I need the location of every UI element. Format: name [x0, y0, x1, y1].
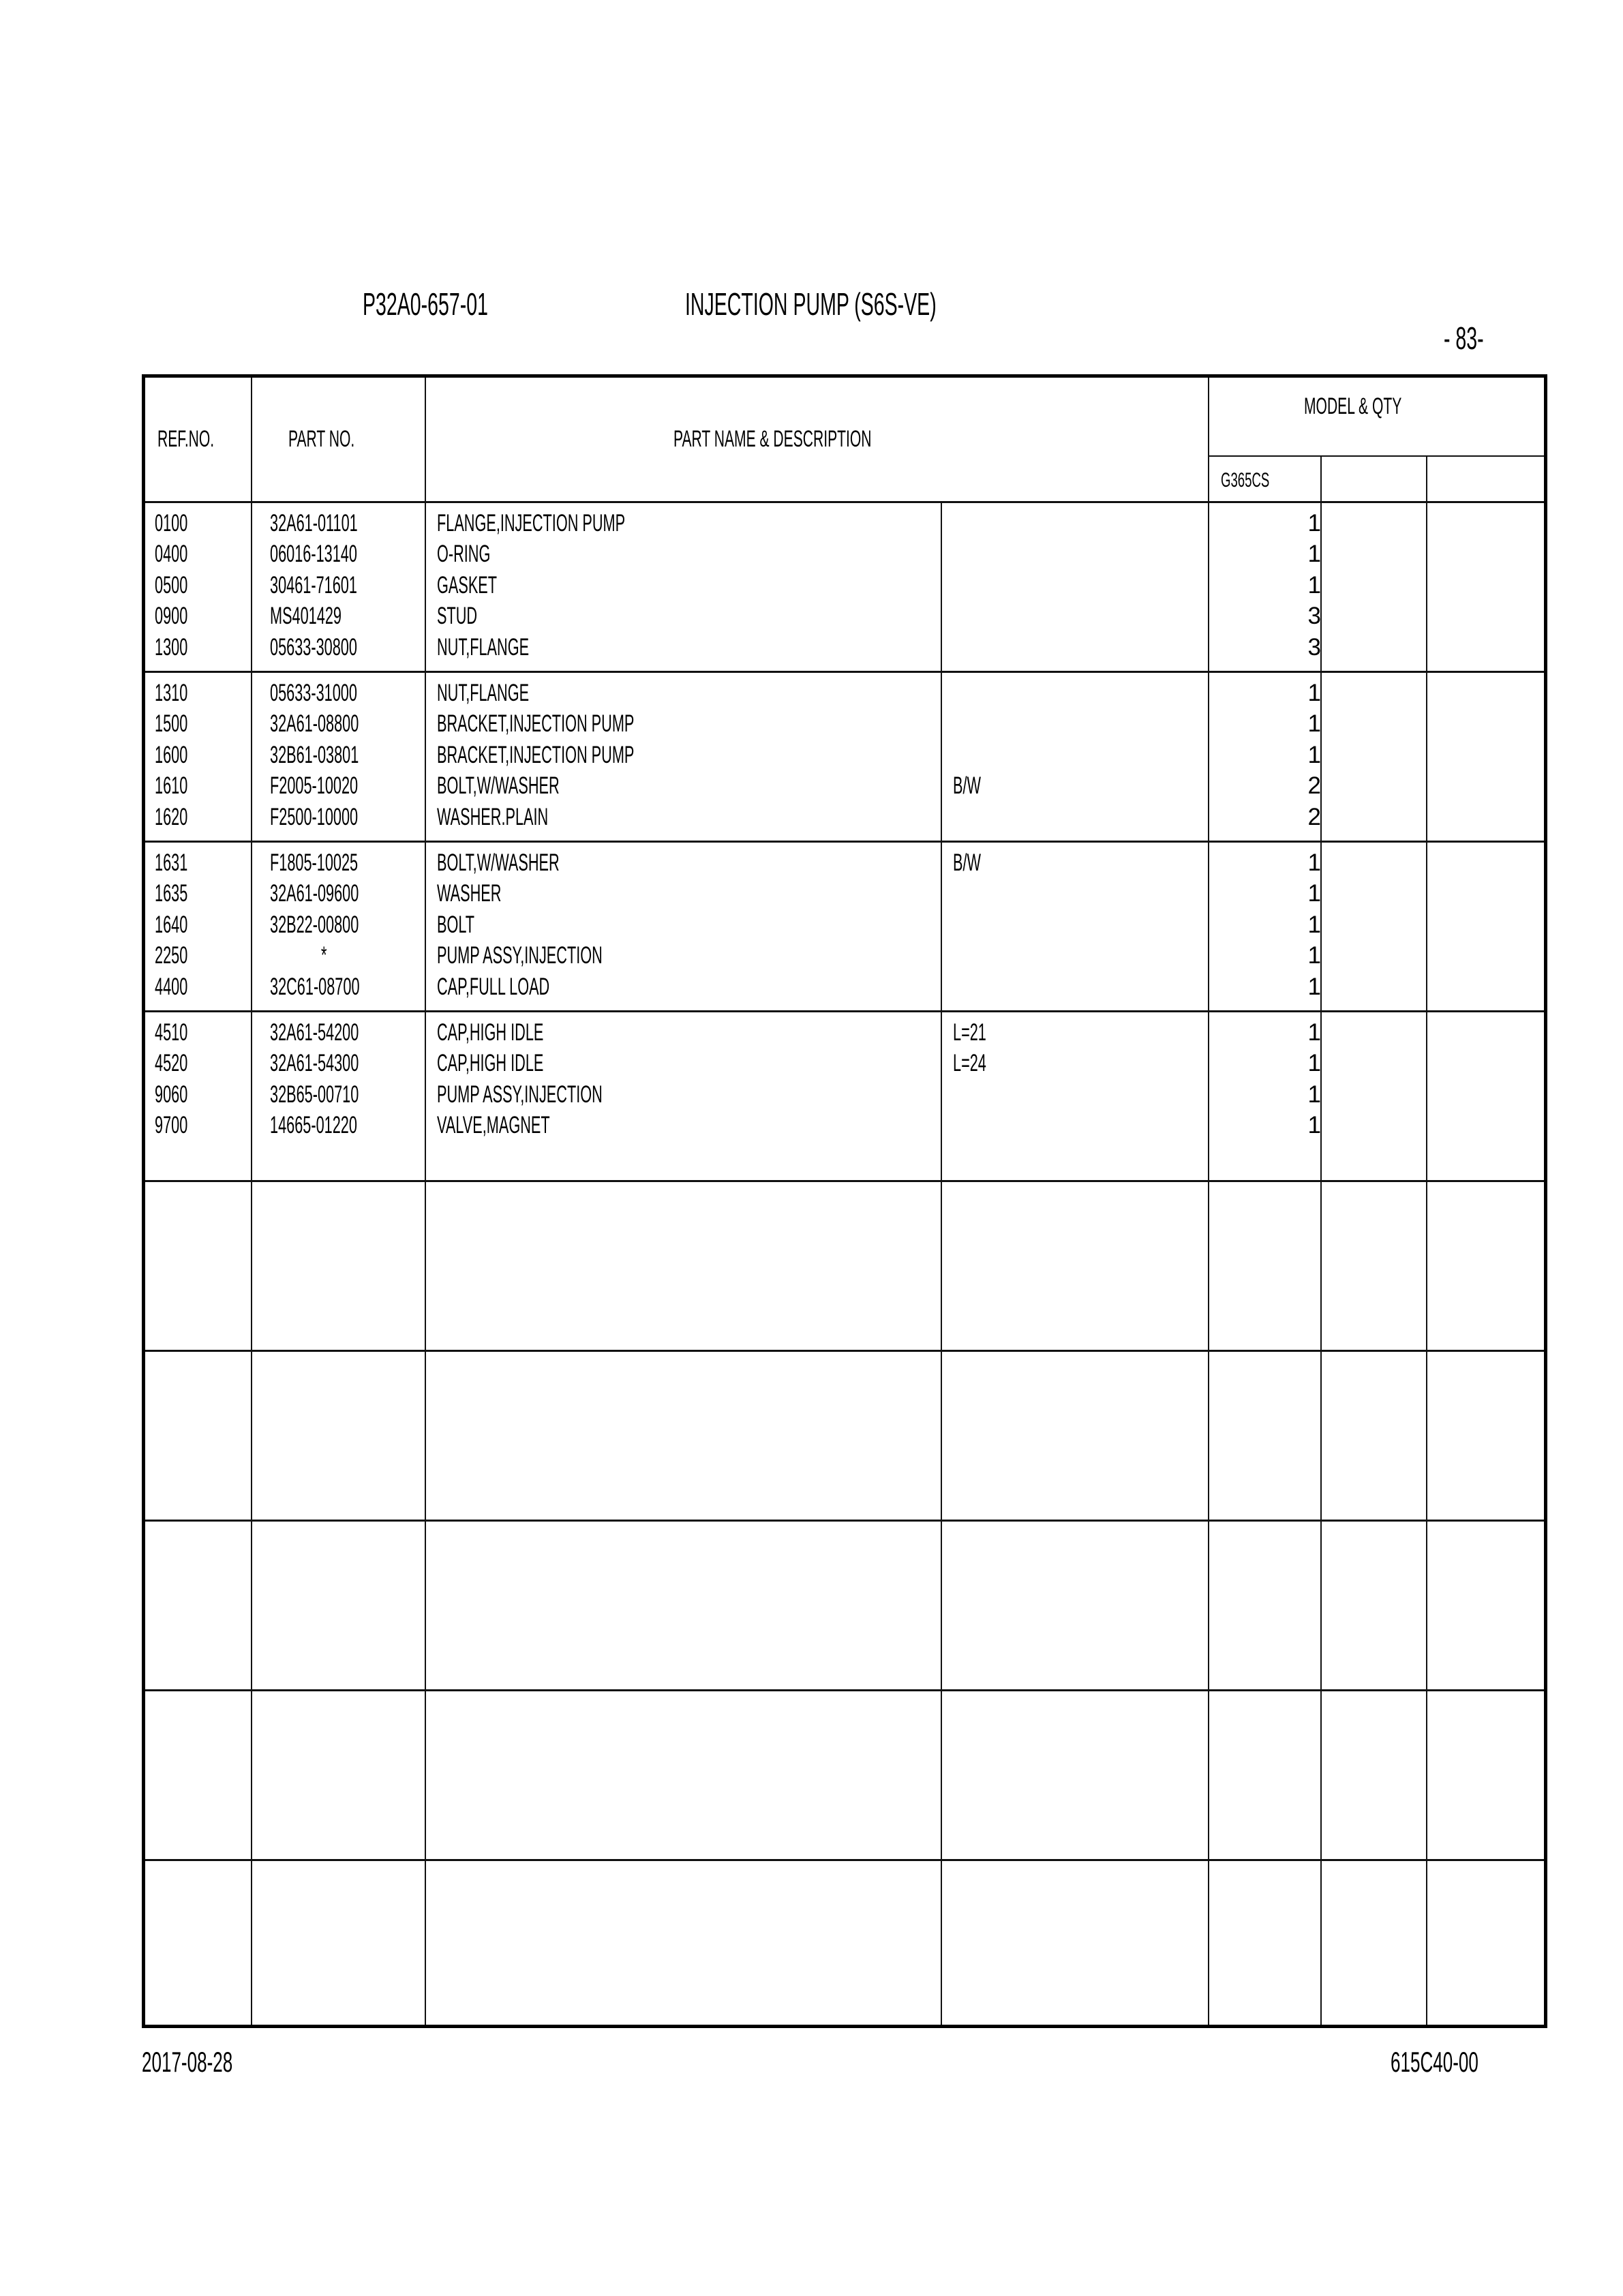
group-line: [145, 1520, 1544, 1522]
table-row: [155, 508, 208, 539]
part-no: F2500-10000: [270, 804, 359, 830]
part-no: F1805-10025: [270, 849, 359, 876]
part-name: VALVE,MAGNET: [437, 1112, 550, 1138]
part-name: NUT,FLANGE: [437, 680, 530, 706]
part-no: 32B61-03801: [270, 742, 359, 768]
qty-g365cs: 1: [1307, 710, 1321, 737]
ref-no: 9700: [155, 1112, 188, 1138]
part-name: STUD: [437, 603, 478, 629]
section-title: INJECTION PUMP (S6S-VE): [685, 286, 937, 322]
part-no: 05633-30800: [270, 634, 357, 661]
ref-no: 1600: [155, 742, 188, 768]
col-header-part-name: PART NAME & DESCRIPTION: [673, 426, 872, 452]
qty-g365cs: 1: [1307, 973, 1321, 1000]
group-line: [145, 1859, 1544, 1861]
group-line: [145, 1180, 1544, 1182]
qty-g365cs: 3: [1307, 634, 1321, 661]
ref-no: 4400: [155, 973, 188, 1000]
col-header-model-qty: MODEL & QTY: [1304, 393, 1402, 419]
part-name: BOLT,W/WASHER: [437, 849, 560, 876]
part-name: BRACKET,INJECTION PUMP: [437, 742, 635, 768]
part-name: WASHER.PLAIN: [437, 804, 549, 830]
part-no: 14665-01220: [270, 1112, 357, 1138]
qty-g365cs: 1: [1307, 942, 1321, 969]
part-name: NUT,FLANGE: [437, 634, 530, 661]
table-row: [155, 632, 208, 663]
ref-no: 1310: [155, 680, 188, 706]
part-no: 32A61-01101: [270, 510, 358, 537]
ref-no: 1631: [155, 849, 188, 876]
part-no: 32A61-08800: [270, 710, 359, 737]
ref-no: 4510: [155, 1019, 188, 1046]
part-name: BOLT,W/WASHER: [437, 772, 560, 799]
qty-g365cs: 2: [1307, 772, 1321, 799]
part-no: 32A61-54200: [270, 1019, 359, 1046]
part-name: FLANGE,INJECTION PUMP: [437, 510, 626, 537]
parts-table: [142, 374, 1547, 2028]
part-name: GASKET: [437, 572, 498, 599]
ref-no: 2250: [155, 942, 188, 969]
divider-ref-part: [251, 378, 252, 2025]
qty-g365cs: 1: [1307, 911, 1321, 938]
model-name-1: G365CS: [1221, 469, 1270, 492]
page-number: - 83-: [1444, 320, 1484, 356]
ref-no: 1640: [155, 911, 188, 938]
ref-no: 4520: [155, 1050, 188, 1076]
divider-model-2-3: [1426, 455, 1427, 2025]
ref-no: 1620: [155, 804, 188, 830]
qty-g365cs: 1: [1307, 742, 1321, 768]
qty-g365cs: 1: [1307, 1081, 1321, 1108]
part-no: 06016-13140: [270, 541, 357, 567]
ref-no: 1610: [155, 772, 188, 799]
group-line: [145, 1689, 1544, 1691]
part-no: 32A61-54300: [270, 1050, 359, 1076]
model-subheader-line: [1208, 455, 1544, 457]
document-code: 615C40-00: [1391, 2046, 1478, 2078]
table-row: [155, 570, 208, 601]
qty-g365cs: 1: [1307, 1112, 1321, 1138]
divider-name-remark: [941, 501, 942, 2025]
part-no: F2005-10020: [270, 772, 359, 799]
qty-g365cs: 2: [1307, 804, 1321, 830]
remark: B/W: [953, 849, 981, 876]
ref-no: 0400: [155, 541, 188, 567]
qty-g365cs: 1: [1307, 1050, 1321, 1076]
part-no: 05633-31000: [270, 680, 357, 706]
group-line: [145, 671, 1544, 673]
part-name: CAP,HIGH IDLE: [437, 1019, 544, 1046]
ref-no: 1300: [155, 634, 188, 661]
qty-g365cs: 1: [1307, 849, 1321, 876]
ref-no: 1500: [155, 710, 188, 737]
group-line: [145, 1350, 1544, 1352]
part-no: 30461-71601: [270, 572, 357, 599]
ref-no: 0500: [155, 572, 188, 599]
ref-no: 0100: [155, 510, 188, 537]
qty-g365cs: 1: [1307, 572, 1321, 599]
part-no: 32A61-09600: [270, 880, 359, 907]
header-bottom-line: [145, 501, 1544, 503]
table-row: [155, 539, 208, 570]
col-header-part-no: PART NO.: [288, 426, 355, 452]
qty-g365cs: 1: [1307, 880, 1321, 907]
qty-g365cs: 1: [1307, 510, 1321, 537]
divider-name-model: [1208, 378, 1209, 2025]
part-no: MS401429: [270, 603, 342, 629]
part-no: 32B22-00800: [270, 911, 359, 938]
catalog-code: P32A0-657-01: [363, 286, 488, 322]
group-line: [145, 1010, 1544, 1012]
col-header-ref-no: REF.NO.: [157, 426, 215, 452]
remark: L=24: [953, 1050, 986, 1076]
group-line: [145, 841, 1544, 843]
qty-g365cs: 3: [1307, 603, 1321, 629]
remark: L=21: [953, 1019, 986, 1046]
qty-g365cs: 1: [1307, 541, 1321, 567]
remark: B/W: [953, 772, 981, 799]
ref-no: 1635: [155, 880, 188, 907]
divider-part-name: [425, 378, 426, 2025]
part-name: CAP,FULL LOAD: [437, 973, 550, 1000]
part-name: CAP,HIGH IDLE: [437, 1050, 544, 1076]
part-name: O-RING: [437, 541, 491, 567]
table-row: [155, 601, 208, 632]
part-name: WASHER: [437, 880, 502, 907]
part-name: PUMP ASSY,INJECTION: [437, 1081, 603, 1108]
part-no: 32B65-00710: [270, 1081, 359, 1108]
part-no: 32C61-08700: [270, 973, 360, 1000]
print-date: 2017-08-28: [142, 2046, 233, 2078]
ref-no: 9060: [155, 1081, 188, 1108]
ref-no: 0900: [155, 603, 188, 629]
qty-g365cs: 1: [1307, 680, 1321, 706]
part-name: BRACKET,INJECTION PUMP: [437, 710, 635, 737]
part-no: *: [321, 942, 327, 969]
part-name: PUMP ASSY,INJECTION: [437, 942, 603, 969]
part-name: BOLT: [437, 911, 475, 938]
qty-g365cs: 1: [1307, 1019, 1321, 1046]
